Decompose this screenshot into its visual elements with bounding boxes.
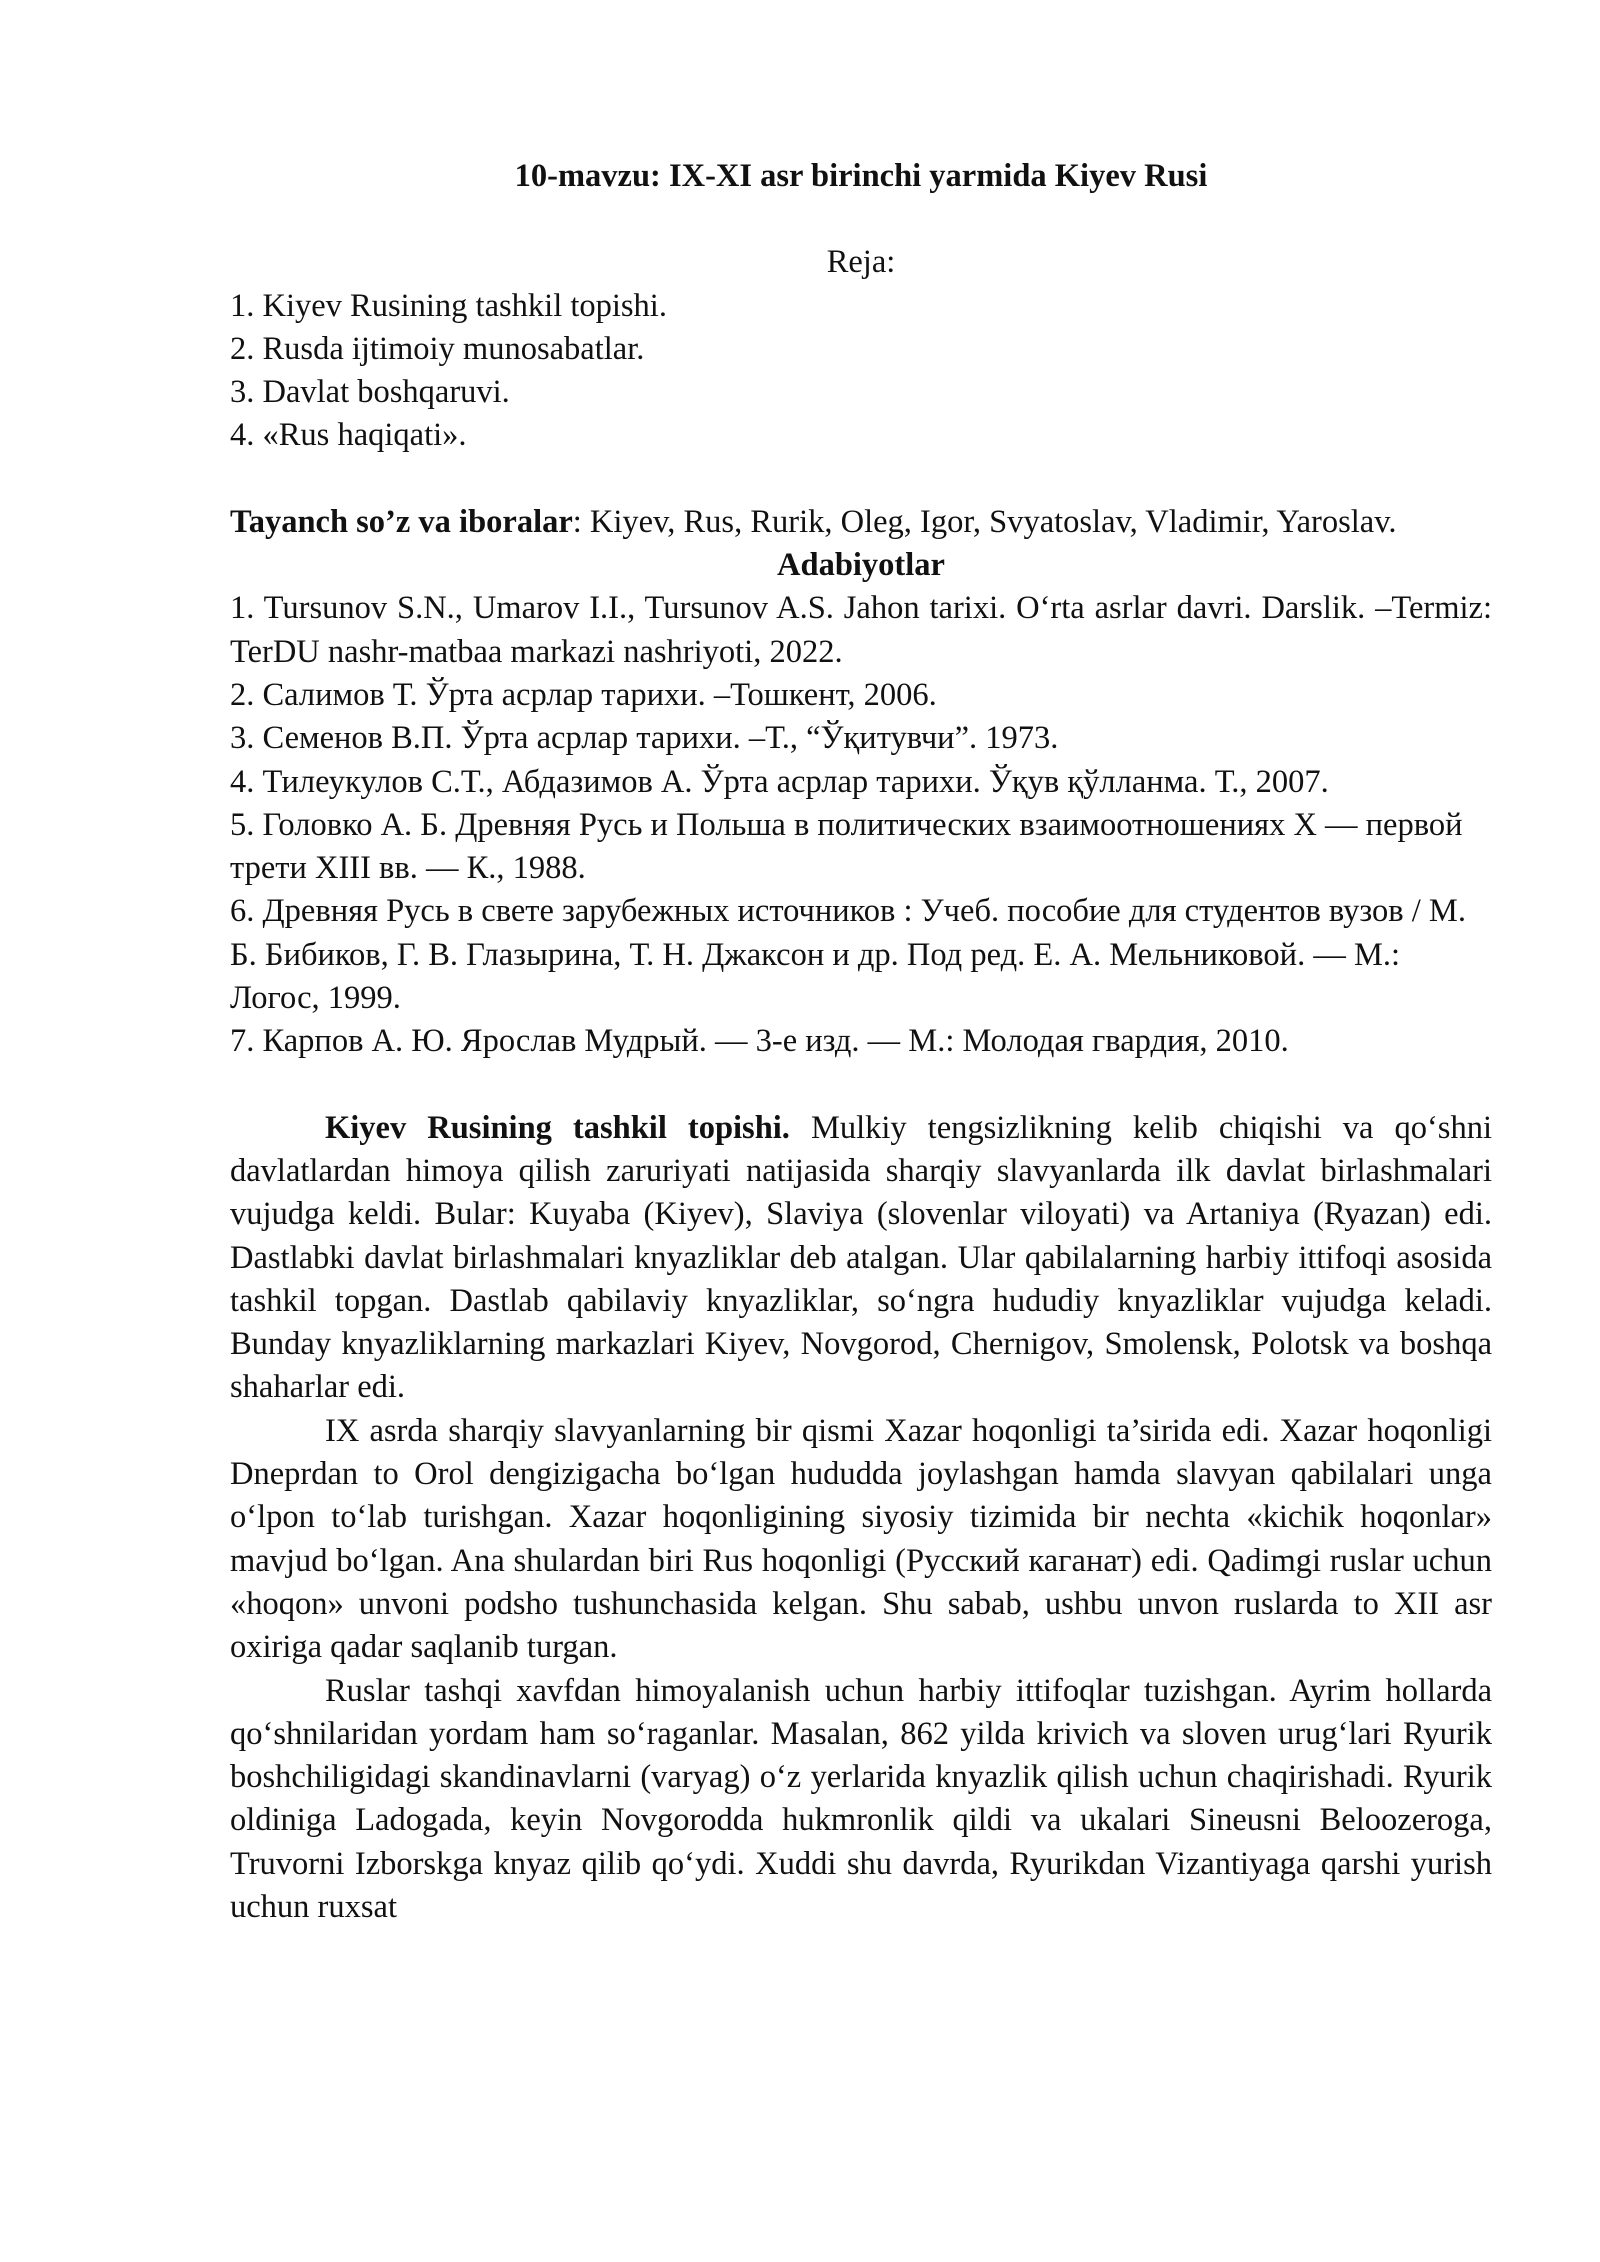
literature-item: 4. Тилеукулов С.Т., Абдазимов А. Ўрта асрлар тарихи. Ўқув қўлланма. Т., 2007. [230,763,1329,800]
body-paragraph: Ruslar tashqi xavfdan himoyalanish uchun harbiy ittifoqlar tuzishgan. Ayrim hollarda qo‘shnilaridan yordam ham so‘raganlar. Masalan, 862 yilda krivich va sloven urug‘lari Ryurik boshchiligidagi skandinavlarni (varyag) o‘z yerlarida knyazlik qilish uchun chaqirishadi. Ryurik oldiniga Ladogada, keyin Novgorodda hukmronlik qildi va ukalari Sineusni Beloozeroga, Truvorni Izborskga knyaz qilib qo‘ydi. Xuddi shu davrda, Ryurikdan Vizantiyaga qarshi yurish uchun ruxsat [230,1672,1492,1925]
keywords-paragraph [230,501,1492,544]
page-title: 10-mavzu: IX-XI asr birinchi yarmida Kiyev Rusi [514,158,1208,194]
section-heading: Kiyev Rusining tashkil topishi. [325,1109,790,1146]
literature-item: 6. Древняя Русь в свете зарубежных источников : Учеб. пособие для студентов вузов / М. Б. Бибиков, Г. В. Глазырина, Т. Н. Джаксон и др. Под ред. Е. А. Мельниковой. — М.: Логос, 1999. [230,893,1466,1017]
body-paragraph [230,1107,1492,1410]
document-content [230,155,1492,1929]
literature-item: 5. Головко А. Б. Древняя Русь и Польша в политических взаимоотношениях X — первой трети XIII вв. — К., 1988. [230,806,1463,887]
literature-item: 2. Салимов Т. Ўрта асрлар тарихи. –Тошкент, 2006. [230,676,937,713]
literature-item: 1. Tursunov S.N., Umarov I.I., Tursunov A.S. Jahon tarixi. O‘rta asrlar davri. Darslik. –Termiz: TerDU nashr-matbaa markazi nashriyoti, 2022. [230,590,1492,670]
spacer [230,1064,1492,1107]
plan-item: 3. Davlat boshqaruvi. [230,374,510,411]
plan-item: 2. Rusda ijtimoiy munosabatlar. [230,330,645,367]
literature-list [230,587,1492,1063]
body-paragraph: IX asrda sharqiy slavyanlarning bir qismi Xazar hoqonligi ta’sirida edi. Xazar hoqonligi Dneprdan to Orol dengizigacha bo‘lgan hududda joylashgan hamda slavyan qabilalari unga o‘lpon to‘lab turishgan. Xazar hoqonligining siyosiy tizimida bir nechta «kichik hoqonlar» mavjud bo‘lgan. Ana shulardan biri Rus hoqonligi (Русский каганат) edi. Qadimgi ruslar uchun «hoqon» unvoni podsho tushunchasida kelgan. Shu sabab, ushbu unvon ruslarda to XII asr oxiriga qadar saqlanib turgan. [230,1412,1492,1666]
literature-heading-text: Adabiyotlar [777,547,945,584]
spacer [230,458,1492,501]
plan-heading: Reja: [826,244,896,281]
plan-item: 4. «Rus haqiqati». [230,417,467,454]
literature-heading [230,544,1492,587]
keywords-text: : Kiyev, Rus, Rurik, Oleg, Igor, Svyatoslav, Vladimir, Yaroslav. [572,503,1397,540]
literature-item: 3. Семенов В.П. Ўрта асрлар тарихи. –Т., “Ўқитувчи”. 1973. [230,720,1059,757]
keywords-label: Tayanch so’z va iboralar [230,503,573,540]
plan-list [230,285,1492,458]
literature-item: 7. Карпов А. Ю. Ярослав Мудрый. — 3-е изд. — М.: Молодая гвардия, 2010. [230,1023,1289,1060]
paragraph-text: Mulkiy tengsizlikning kelib chiqishi va qo‘shni davlatlardan himoya qilish zaruriyati natijasida sharqiy slavyanlarda ilk davlat birlashmalari vujudga keldi. Bular: Kuyaba (Kiyev), Slaviya (slovenlar viloyati) va Artaniya (Ryazan) edi. Dastlabki davlat birlashmalari knyazliklar deb atalgan. Ular qabilalarning harbiy ittifoqi asosida tashkil topgan. Dastlab qabilaviy knyazliklar, so‘ngra hududiy knyazliklar vujudga keladi. Bunday knyazliklarning markazlari Kiyev, Novgorod, Chernigov, Smolensk, Polotsk va boshqa shaharlar edi. [230,1109,1492,1406]
plan-item: 1. Kiyev Rusining tashkil topishi. [230,287,667,324]
